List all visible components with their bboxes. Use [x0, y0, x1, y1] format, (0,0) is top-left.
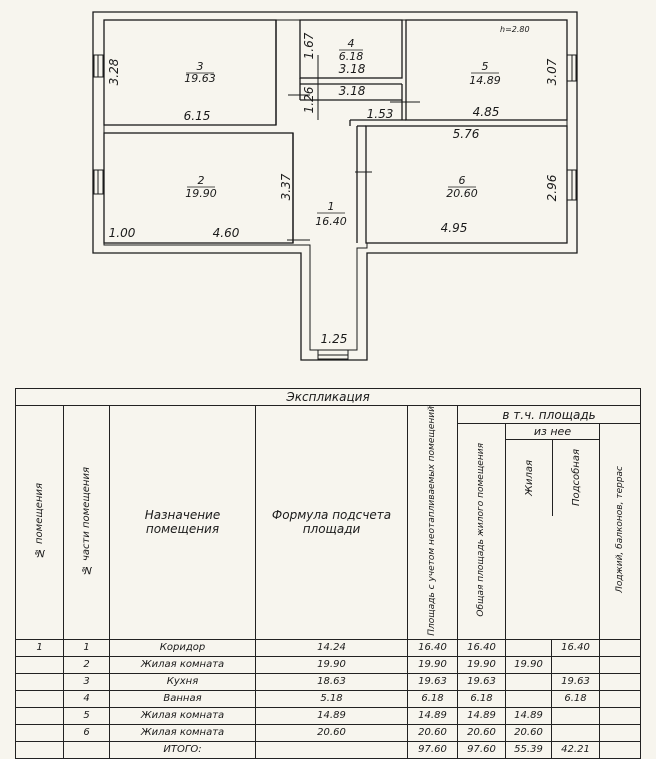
- cell-room: 1: [16, 639, 64, 656]
- cell-total: 19.90: [458, 656, 506, 673]
- cell-utility: [552, 707, 600, 724]
- cell-area: 16.40: [408, 639, 458, 656]
- totals-total: 97.60: [458, 741, 506, 758]
- cell-part: 3: [64, 673, 110, 690]
- dim-1-53: 1.53: [366, 107, 394, 121]
- wall-outlines: [93, 12, 577, 360]
- explication-table: [15, 388, 641, 759]
- cell-utility: 6.18: [552, 690, 600, 707]
- table-row: [16, 673, 641, 690]
- dim-3-07: 3.07: [545, 58, 559, 86]
- door-marks: [287, 55, 420, 240]
- cell-part: [64, 741, 110, 758]
- cell-total: 6.18: [458, 690, 506, 707]
- cell-area: 19.63: [408, 673, 458, 690]
- totals-area: 97.60: [408, 741, 458, 758]
- dim-5-76: 5.76: [452, 127, 480, 141]
- header-part-no: № части помещения: [64, 406, 110, 640]
- dim-4-85: 4.85: [472, 105, 500, 119]
- room-label-4: [339, 37, 364, 63]
- header-area-unheated: Площадь с учетом неотапливаемых помещений: [408, 406, 458, 640]
- ceiling-height-note: h=2.80: [500, 25, 530, 34]
- header-incl-area: в т.ч. площадь: [458, 406, 641, 424]
- cell-loggia: [600, 690, 641, 707]
- dim-1-25: 1.25: [320, 332, 348, 346]
- dim-1-00: 1.00: [108, 226, 136, 240]
- cell-total: 20.60: [458, 724, 506, 741]
- table-caption: Экспликация: [16, 389, 641, 406]
- cell-total: 14.89: [458, 707, 506, 724]
- header-formula: Формула подсчета площади: [256, 406, 408, 640]
- totals-living: 55.39: [506, 741, 552, 758]
- room-area: 16.40: [315, 215, 347, 228]
- explication-table-wrap: [15, 388, 640, 759]
- cell-formula: 14.24: [256, 639, 408, 656]
- cell-part: 1: [64, 639, 110, 656]
- header-of-which-group: [506, 424, 600, 640]
- cell-loggia: [600, 656, 641, 673]
- cell-living: [506, 639, 552, 656]
- cell-living: 19.90: [506, 656, 552, 673]
- cell-living: 20.60: [506, 724, 552, 741]
- cell-utility: 16.40: [552, 639, 600, 656]
- cell-area: 14.89: [408, 707, 458, 724]
- cell-formula: 5.18: [256, 690, 408, 707]
- table-row: [16, 639, 641, 656]
- header-of-which: из нее: [506, 424, 599, 440]
- cell-utility: [552, 656, 600, 673]
- cell-loggia: [600, 707, 641, 724]
- dim-1-67: 1.67: [302, 32, 316, 60]
- room-label-6: [446, 174, 478, 200]
- cell-name: Коридор: [110, 639, 256, 656]
- room-number: 4: [347, 37, 355, 50]
- room-area: 14.89: [469, 74, 501, 87]
- cell-utility: [552, 724, 600, 741]
- cell-name: Жилая комната: [110, 724, 256, 741]
- room-number: 1: [327, 200, 335, 213]
- dim-4-60: 4.60: [212, 226, 240, 240]
- dim-6-15: 6.15: [183, 109, 211, 123]
- totals-utility: 42.21: [552, 741, 600, 758]
- room-label-2: [185, 174, 217, 200]
- cell-name: Кухня: [110, 673, 256, 690]
- table-row: [16, 656, 641, 673]
- room-area: 19.63: [184, 72, 216, 85]
- room-area: 20.60: [446, 187, 478, 200]
- cell-formula: 18.63: [256, 673, 408, 690]
- cell-formula: 19.90: [256, 656, 408, 673]
- room-number: 3: [196, 60, 204, 73]
- header-purpose: Назначение помещения: [110, 406, 256, 640]
- cell-area: 19.90: [408, 656, 458, 673]
- dim-1-26: 1.26: [302, 86, 316, 114]
- cell-total: 19.63: [458, 673, 506, 690]
- dim-3-18-top: 3.18: [338, 62, 366, 76]
- table-row: [16, 724, 641, 741]
- cell-room: [16, 724, 64, 741]
- totals-row: [16, 741, 641, 758]
- cell-living: 14.89: [506, 707, 552, 724]
- room-area: 19.90: [185, 187, 217, 200]
- cell-living: [506, 673, 552, 690]
- table-row: [16, 690, 641, 707]
- cell-room: [16, 656, 64, 673]
- header-total-living: Общая площадь жилого помещения: [458, 424, 506, 640]
- totals-loggia: [600, 741, 641, 758]
- dim-3-28: 3.28: [107, 58, 121, 86]
- cell-name: Ванная: [110, 690, 256, 707]
- room-number: 6: [458, 174, 466, 187]
- cell-part: 4: [64, 690, 110, 707]
- cell-total: 16.40: [458, 639, 506, 656]
- cell-utility: 19.63: [552, 673, 600, 690]
- cell-loggia: [600, 673, 641, 690]
- dim-3-37: 3.37: [279, 173, 293, 201]
- cell-room: [16, 707, 64, 724]
- dim-2-96: 2.96: [545, 174, 559, 202]
- cell-area: 20.60: [408, 724, 458, 741]
- table-row: [16, 707, 641, 724]
- cell-area: 6.18: [408, 690, 458, 707]
- header-room-no: № помещения: [16, 406, 64, 640]
- header-utility: Подсобная: [570, 449, 582, 507]
- totals-label: ИТОГО:: [110, 741, 256, 758]
- cell-part: 6: [64, 724, 110, 741]
- cell-room: [16, 690, 64, 707]
- room-label-1: [315, 200, 347, 228]
- dim-3-18-bottom: 3.18: [338, 84, 366, 98]
- cell-formula: [256, 741, 408, 758]
- cell-loggia: [600, 724, 641, 741]
- cell-living: [506, 690, 552, 707]
- header-loggias: Лоджий, балконов, террас: [600, 424, 641, 640]
- room-label-5: [469, 60, 501, 87]
- room-area: 6.18: [338, 50, 364, 63]
- dim-4-95: 4.95: [440, 221, 468, 235]
- room-number: 2: [197, 174, 205, 187]
- header-living: Жилая: [506, 440, 553, 516]
- cell-formula: 14.89: [256, 707, 408, 724]
- room-label-3: [184, 60, 216, 85]
- cell-formula: 20.60: [256, 724, 408, 741]
- cell-loggia: [600, 639, 641, 656]
- cell-room: [16, 673, 64, 690]
- cell-name: Жилая комната: [110, 707, 256, 724]
- cell-part: 2: [64, 656, 110, 673]
- cell-part: 5: [64, 707, 110, 724]
- room-number: 5: [481, 60, 489, 73]
- cell-name: Жилая комната: [110, 656, 256, 673]
- cell-room: [16, 741, 64, 758]
